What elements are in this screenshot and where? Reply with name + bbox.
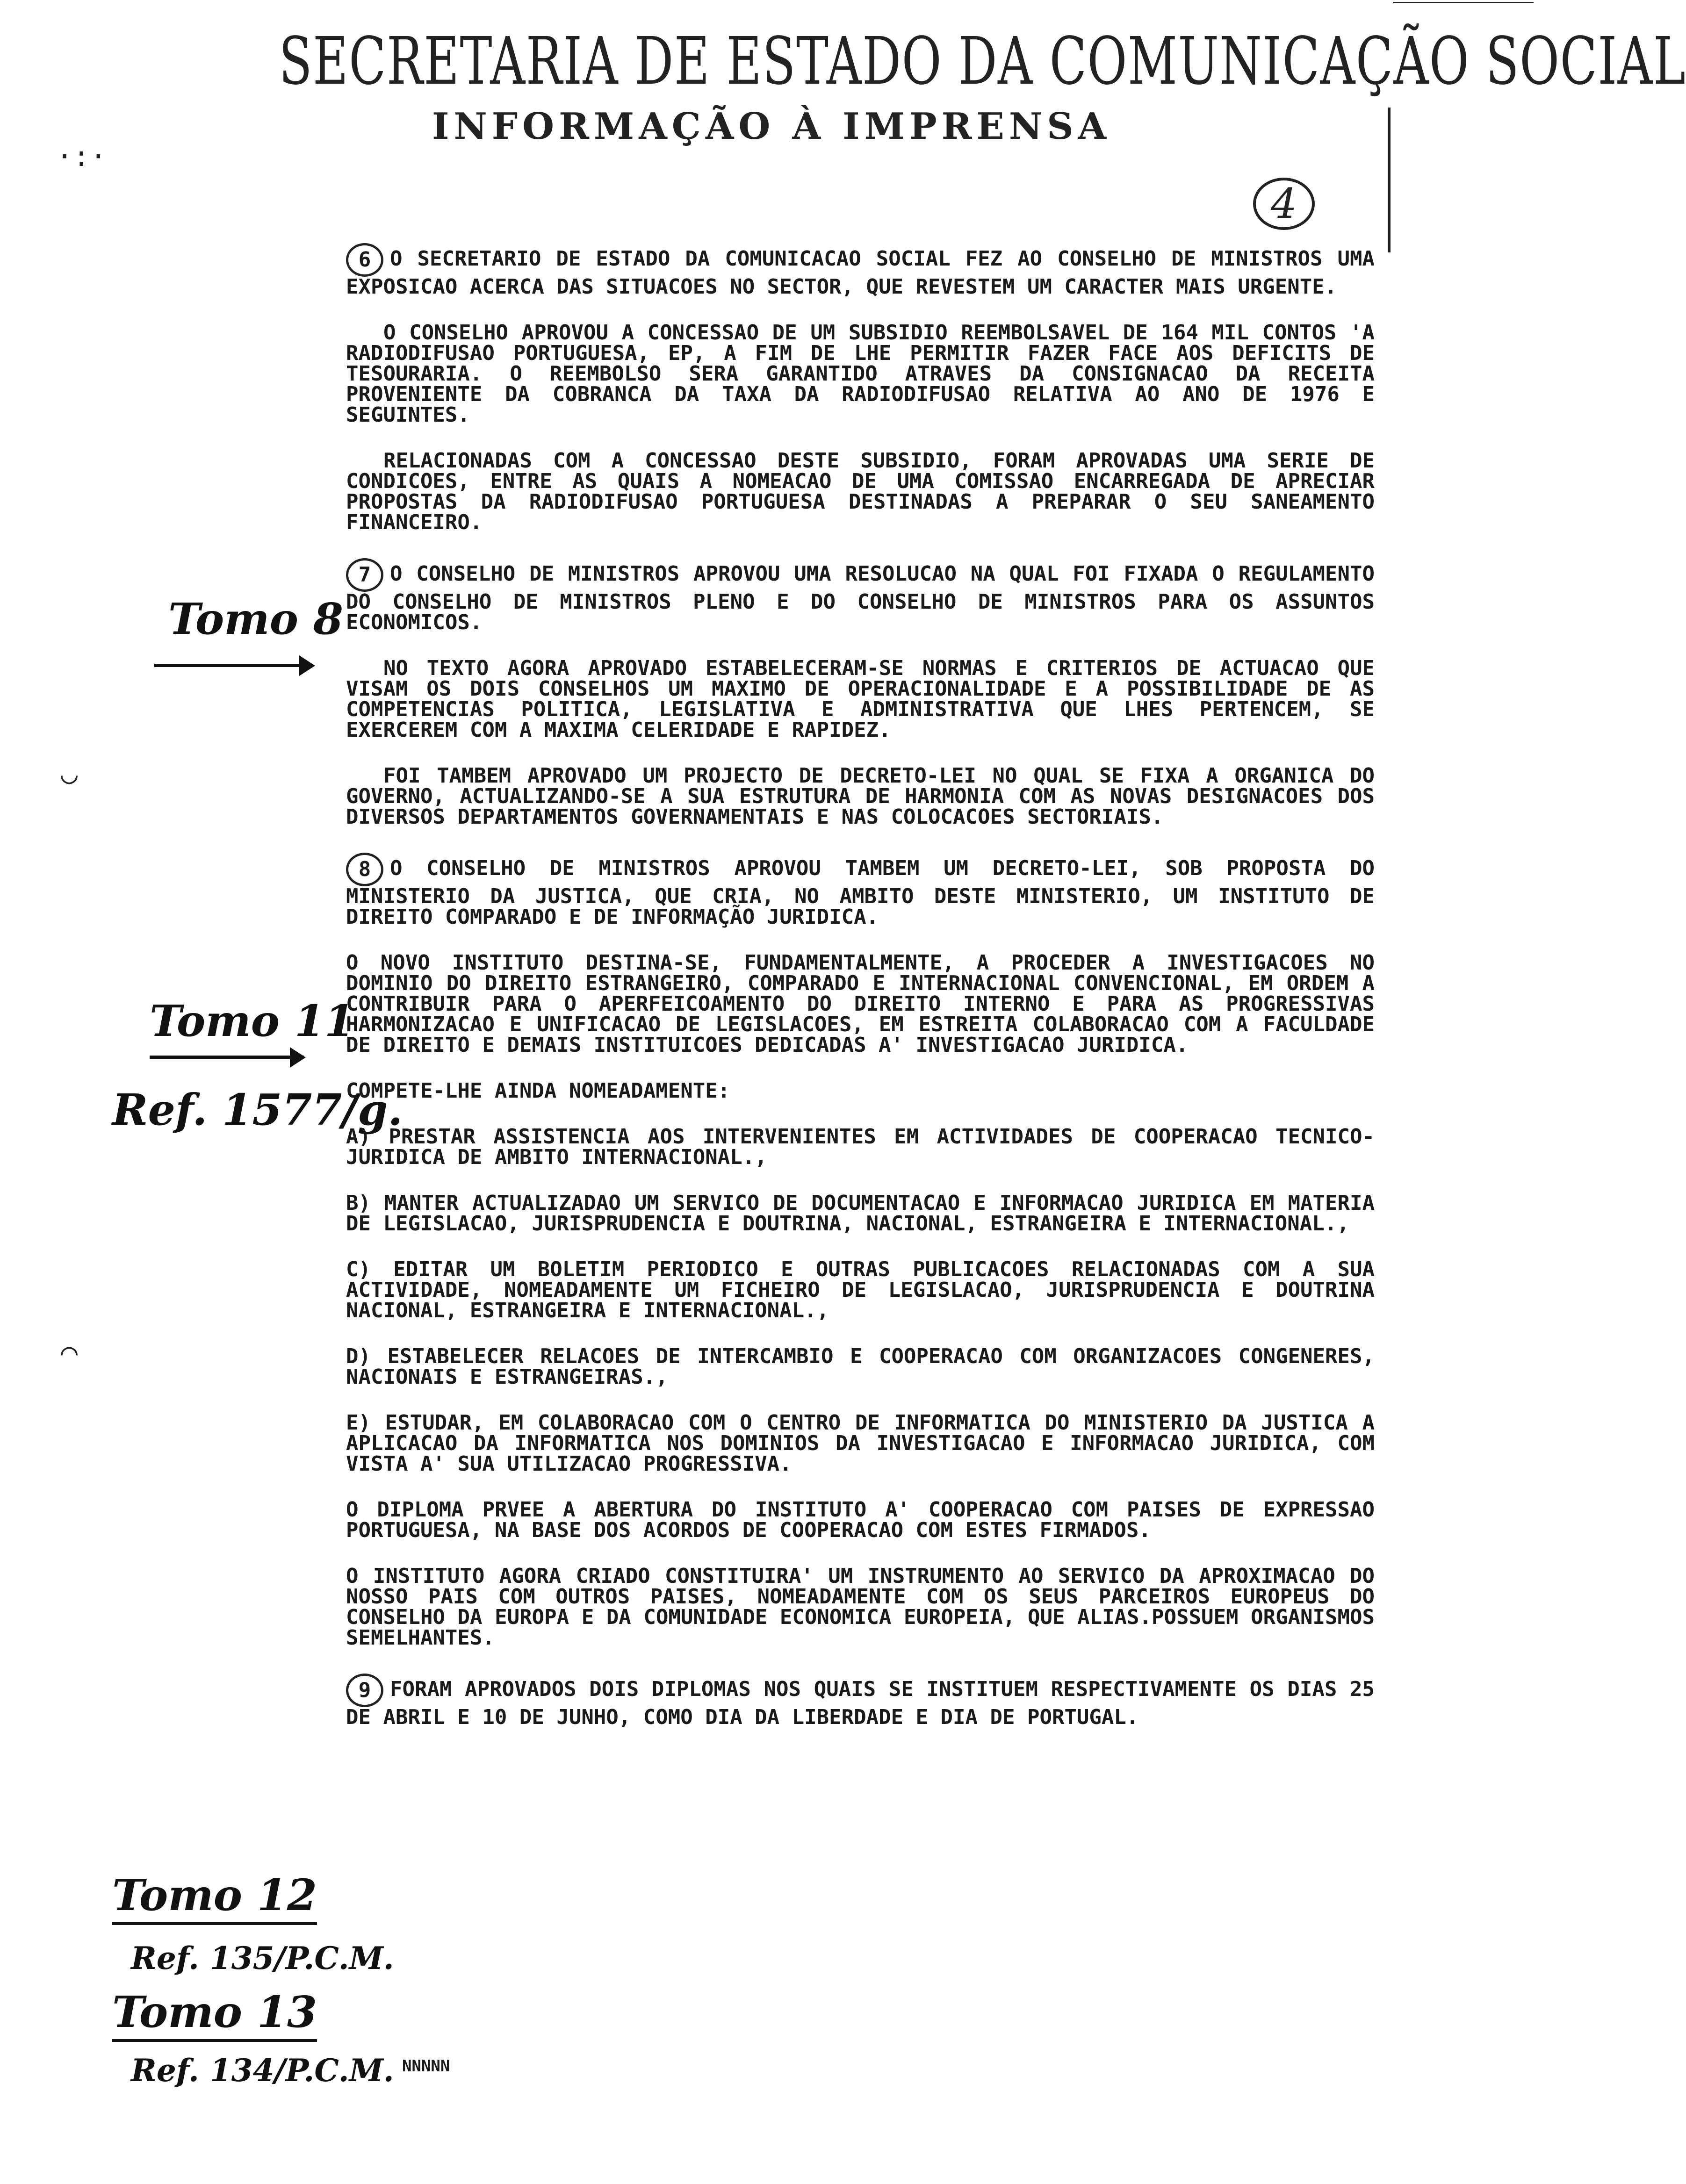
item-number: 6 [346, 243, 383, 277]
paragraph: O DIPLOMA PRVEE A ABERTURA DO INSTITUTO A' COOPERACAO COM PAISES DE EXPRESSAO PORTUGUESA, NA BASE DOS ACORDOS DE COOPERACAO COM ESTES FIRMADOS. [346, 1498, 1375, 1542]
paragraph-item-6 [346, 243, 1375, 297]
margin-punch-mark: ·:· [56, 140, 107, 173]
handwritten-note-ref-134: Ref. 134/P.C.M. [131, 2052, 394, 2089]
handwritten-note-ref-1577: Ref. 1577/g. [112, 1085, 403, 1135]
handwritten-note-tomo-11: Tomo 11 [150, 996, 355, 1046]
paragraph-item-8 [346, 853, 1375, 927]
handwritten-note-ref-135: Ref. 135/P.C.M. [131, 1940, 394, 1976]
list-item-c: C) EDITAR UM BOLETIM PERIODICO E OUTRAS PUBLICACOES RELACIONADAS COM A SUA ACTIVIDADE, NOMEADAMENTE UM FICHEIRO DE LEGISLACAO, JURISPRUDENCIA E DOUTRINA NACIONAL, ESTRANGEIRA E INTERNACIONAL., [346, 1257, 1375, 1322]
item-number: 8 [346, 853, 383, 886]
paragraph-item-9 [346, 1674, 1375, 1728]
handwritten-note-tomo-8: Tomo 8 [168, 594, 344, 644]
agency-header: SECRETARIA DE ESTADO DA COMUNICAÇÃO SOCIAL [279, 23, 1686, 100]
arrow-icon [150, 1056, 304, 1059]
list-item-e: E) ESTUDAR, EM COLABORACAO COM O CENTRO DE INFORMATICA DO MINISTERIO DA JUSTICA A APLICACAO DA INFORMATICA NOS DOMINIOS DA INVESTIGACAO E INFORMACAO JURIDICA, COM VISTA A' SUA UTILIZACAO PROGRESSIVA. [346, 1411, 1375, 1476]
top-rule [1393, 2, 1534, 3]
handwritten-note-tomo-12: Tomo 12 [112, 1870, 317, 1925]
document-body [346, 243, 1375, 1753]
paragraph: NO TEXTO AGORA APROVADO ESTABELECERAM-SE NORMAS E CRITERIOS DE ACTUACAO QUE VISAM OS DOIS CONSELHOS UM MAXIMO DE OPERACIONALIDADE E A POSSIBILIDADE DE AS COMPETENCIAS POLITICA, LEGISLATIVA E ADMINISTRATIVA QUE LHES PERTENCEM, SE EXERCEREM COM A MAXIMA CELERIDADE E RAPIDEZ. [346, 656, 1375, 742]
paragraph-text: FORAM APROVADOS DOIS DIPLOMAS NOS QUAIS SE INSTITUEM RESPECTIVAMENTE OS DIAS 25 DE ABRIL E 10 DE JUNHO, COMO DIA DA LIBERDADE E DIA DE PORTUGAL. [346, 1677, 1375, 1729]
paragraph: O INSTITUTO AGORA CRIADO CONSTITUIRA' UM INSTRUMENTO AO SERVICO DA APROXIMACAO DO NOSSO PAIS COM OUTROS PAISES, NOMEADAMENTE COM OS SEUS PARCEIROS EUROPEUS DO CONSELHO DA EUROPA E DA COMUNIDADE ECONOMICA EUROPEIA, QUE ALIAS.POSSUEM ORGANISMOS SEMELHANTES. [346, 1564, 1375, 1650]
list-item-b: B) MANTER ACTUALIZADAO UM SERVICO DE DOCUMENTACAO E INFORMACAO JURIDICA EM MATERIA DE LEGISLACAO, JURISPRUDENCIA E DOUTRINA, NACIONAL, ESTRANGEIRA E INTERNACIONAL., [346, 1191, 1375, 1236]
arrow-icon [154, 664, 313, 667]
item-number: 7 [346, 558, 383, 592]
margin-rule [1388, 108, 1391, 252]
paragraph-text: O CONSELHO DE MINISTROS APROVOU TAMBEM UM DECRETO-LEI, SOB PROPOSTA DO MINISTERIO DA JUSTICA, QUE CRIA, NO AMBITO DESTE MINISTERIO, UM INSTITUTO DE DIREITO COMPARADO E DE INFORMAÇÃO JURIDICA. [346, 856, 1375, 929]
item-number: 9 [346, 1674, 383, 1707]
paragraph: COMPETE-LHE AINDA NOMEADAMENTE: [346, 1079, 730, 1103]
list-item-a: A) PRESTAR ASSISTENCIA AOS INTERVENIENTES EM ACTIVIDADES DE COOPERACAO TECNICO-JURIDICA DE AMBITO INTERNACIONAL., [346, 1125, 1375, 1169]
paragraph: O NOVO INSTITUTO DESTINA-SE, FUNDAMENTALMENTE, A PROCEDER A INVESTIGACOES NO DOMINIO DO DIREITO ESTRANGEIRO, COMPARADO E INTERNACIONAL CONVENCIONAL, EM ORDEM A CONTRIBUIR PARA O APERFEICOAMENTO DO DIREITO INTERNO E PARA AS PROGRESSIVAS HARMONIZACAO E UNIFICACAO DE LEGISLACOES, EM ESTREITA COLABORACAO COM A FACULDADE DE DIREITO E DEMAIS INSTITUICOES DEDICADAS A' INVESTIGACAO JURIDICA. [346, 951, 1375, 1057]
paragraph-text: O SECRETARIO DE ESTADO DA COMUNICACAO SOCIAL FEZ AO CONSELHO DE MINISTROS UMA EXPOSICAO ACERCA DAS SITUACOES NO SECTOR, QUE REVESTEM UM CARACTER MAIS URGENTE. [346, 247, 1375, 299]
paragraph-item-7 [346, 558, 1375, 633]
margin-punch-mark: ◡ [61, 757, 78, 790]
end-marker: NNNNN [402, 2057, 450, 2076]
press-release-title: INFORMAÇÃO À IMPRENSA [432, 105, 1111, 148]
paragraph-text: O CONSELHO DE MINISTROS APROVOU UMA RESOLUCAO NA QUAL FOI FIXADA O REGULAMENTO DO CONSELHO DE MINISTROS PLENO E DO CONSELHO DE MINISTROS PARA OS ASSUNTOS ECONOMICOS. [346, 562, 1375, 634]
paragraph: RELACIONADAS COM A CONCESSAO DESTE SUBSIDIO, FORAM APROVADAS UMA SERIE DE CONDICOES, ENTRE AS QUAIS A NOMEACAO DE UMA COMISSAO ENCARREGADA DE APRECIAR PROPOSTAS DA RADIODIFUSAO PORTUGUESA DESTINADAS A PREPARAR O SEU SANEAMENTO FINANCEIRO. [346, 449, 1375, 534]
handwritten-note-tomo-13: Tomo 13 [112, 1987, 317, 2042]
paragraph: FOI TAMBEM APROVADO UM PROJECTO DE DECRETO-LEI NO QUAL SE FIXA A ORGANICA DO GOVERNO, ACTUALIZANDO-SE A SUA ESTRUTURA DE HARMONIA COM AS NOVAS DESIGNACOES DOS DIVERSOS DEPARTAMENTOS GOVERNAMENTAIS E NAS COLOCACOES SECTORIAIS. [346, 764, 1375, 829]
margin-punch-mark: ◠ [61, 1337, 78, 1370]
page-number: 4 [1253, 178, 1315, 230]
paragraph: O CONSELHO APROVOU A CONCESSAO DE UM SUBSIDIO REEMBOLSAVEL DE 164 MIL CONTOS 'A RADIODIFUSAO PORTUGUESA, EP, A FIM DE LHE PERMITIR FAZER FACE AOS DEFICITS DE TESOURARIA. O REEMBOLSO SERA GARANTIDO ATRAVES DA CONSIGNACAO DA RECEITA PROVENIENTE DA COBRANCA DA TAXA DA RADIODIFUSAO RELATIVA AO ANO DE 1976 E SEGUINTES. [346, 321, 1375, 427]
list-item-d: D) ESTABELECER RELACOES DE INTERCAMBIO E COOPERACAO COM ORGANIZACOES CONGENERES, NACIONAIS E ESTRANGEIRAS., [346, 1344, 1375, 1389]
